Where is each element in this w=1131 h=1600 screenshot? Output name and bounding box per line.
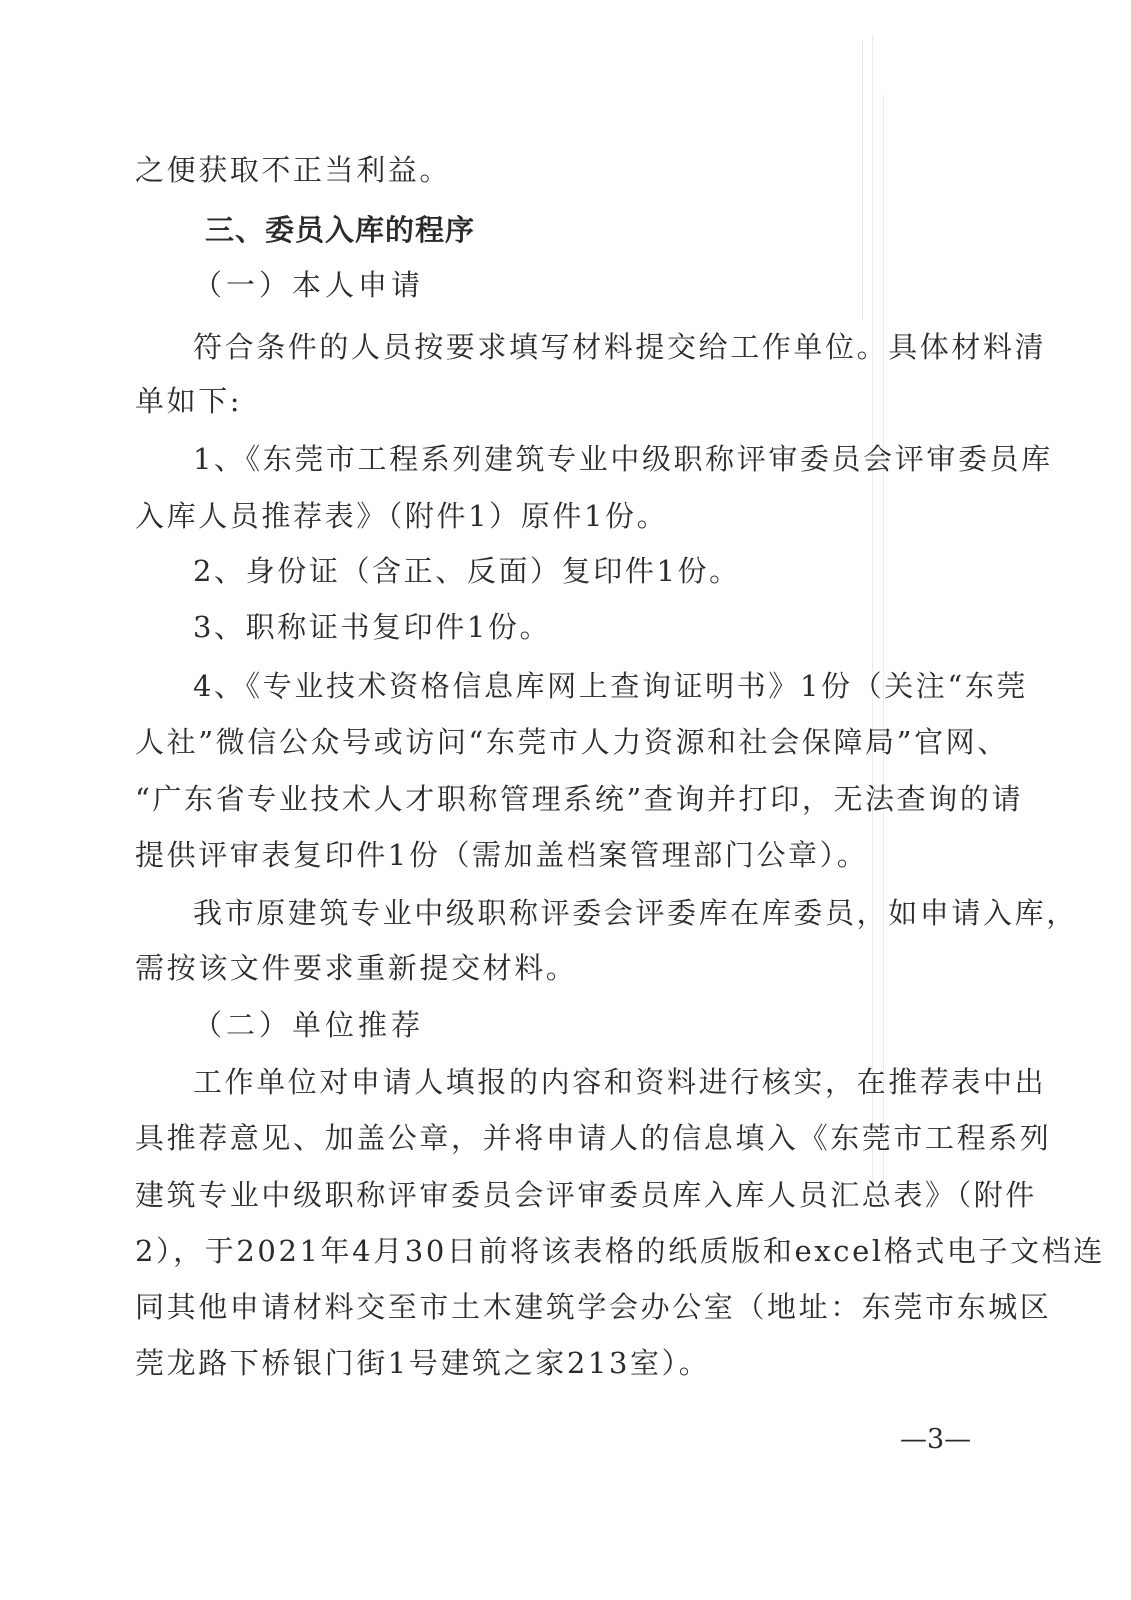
paragraph-text: 2），于2021年4月30日前将该表格的纸质版和excel格式电子文档连	[135, 1234, 1105, 1268]
paragraph-text: 同其他申请材料交至市土木建筑学会办公室（地址：东莞市东城区	[135, 1290, 1052, 1324]
page-number: —3—	[900, 1424, 972, 1455]
list-item: “广东省专业技术人才职称管理系统”查询并打印，无法查询的请	[135, 782, 1024, 816]
paragraph-text: 符合条件的人员按要求填写材料提交给工作单位。具体材料清	[193, 330, 1047, 364]
paragraph-text: 需按该文件要求重新提交材料。	[135, 951, 578, 985]
paragraph-text: 我市原建筑专业中级职称评委会评委库在库委员，如申请入库，	[193, 896, 1078, 930]
paragraph-text: 工作单位对申请人填报的内容和资料进行核实，在推荐表中出	[193, 1065, 1047, 1099]
list-item: 3、职称证书复印件1份。	[193, 610, 552, 644]
list-item: 人社”微信公众号或访问“东莞市人力资源和社会保障局”官网、	[135, 725, 1009, 759]
subsection-heading: （一）本人申请	[193, 268, 425, 302]
section-heading: 三、委员入库的程序	[205, 213, 476, 247]
paragraph-text: 具推荐意见、加盖公章，并将申请人的信息填入《东莞市工程系列	[135, 1121, 1052, 1155]
paragraph-text: 莞龙路下桥银门街1号建筑之家213室）。	[135, 1346, 711, 1380]
list-item: 2、身份证（含正、反面）复印件1份。	[193, 554, 741, 588]
paragraph-text: 建筑专业中级职称评审委员会评审委员库入库人员汇总表》（附件	[135, 1178, 1037, 1212]
list-item: 1、《东莞市工程系列建筑专业中级职称评审委员会评审委员库	[193, 442, 1053, 476]
list-item: 4、《专业技术资格信息库网上查询证明书》1份（关注“东莞	[193, 669, 1029, 703]
subsection-heading: （二）单位推荐	[193, 1008, 425, 1042]
paragraph-text: 单如下:	[135, 384, 243, 418]
list-item: 入库人员推荐表》（附件1）原件1份。	[135, 499, 669, 533]
paragraph-continuation: 之便获取不正当利益。	[135, 153, 452, 187]
list-item: 提供评审表复印件1份（需加盖档案管理部门公章）。	[135, 838, 869, 872]
